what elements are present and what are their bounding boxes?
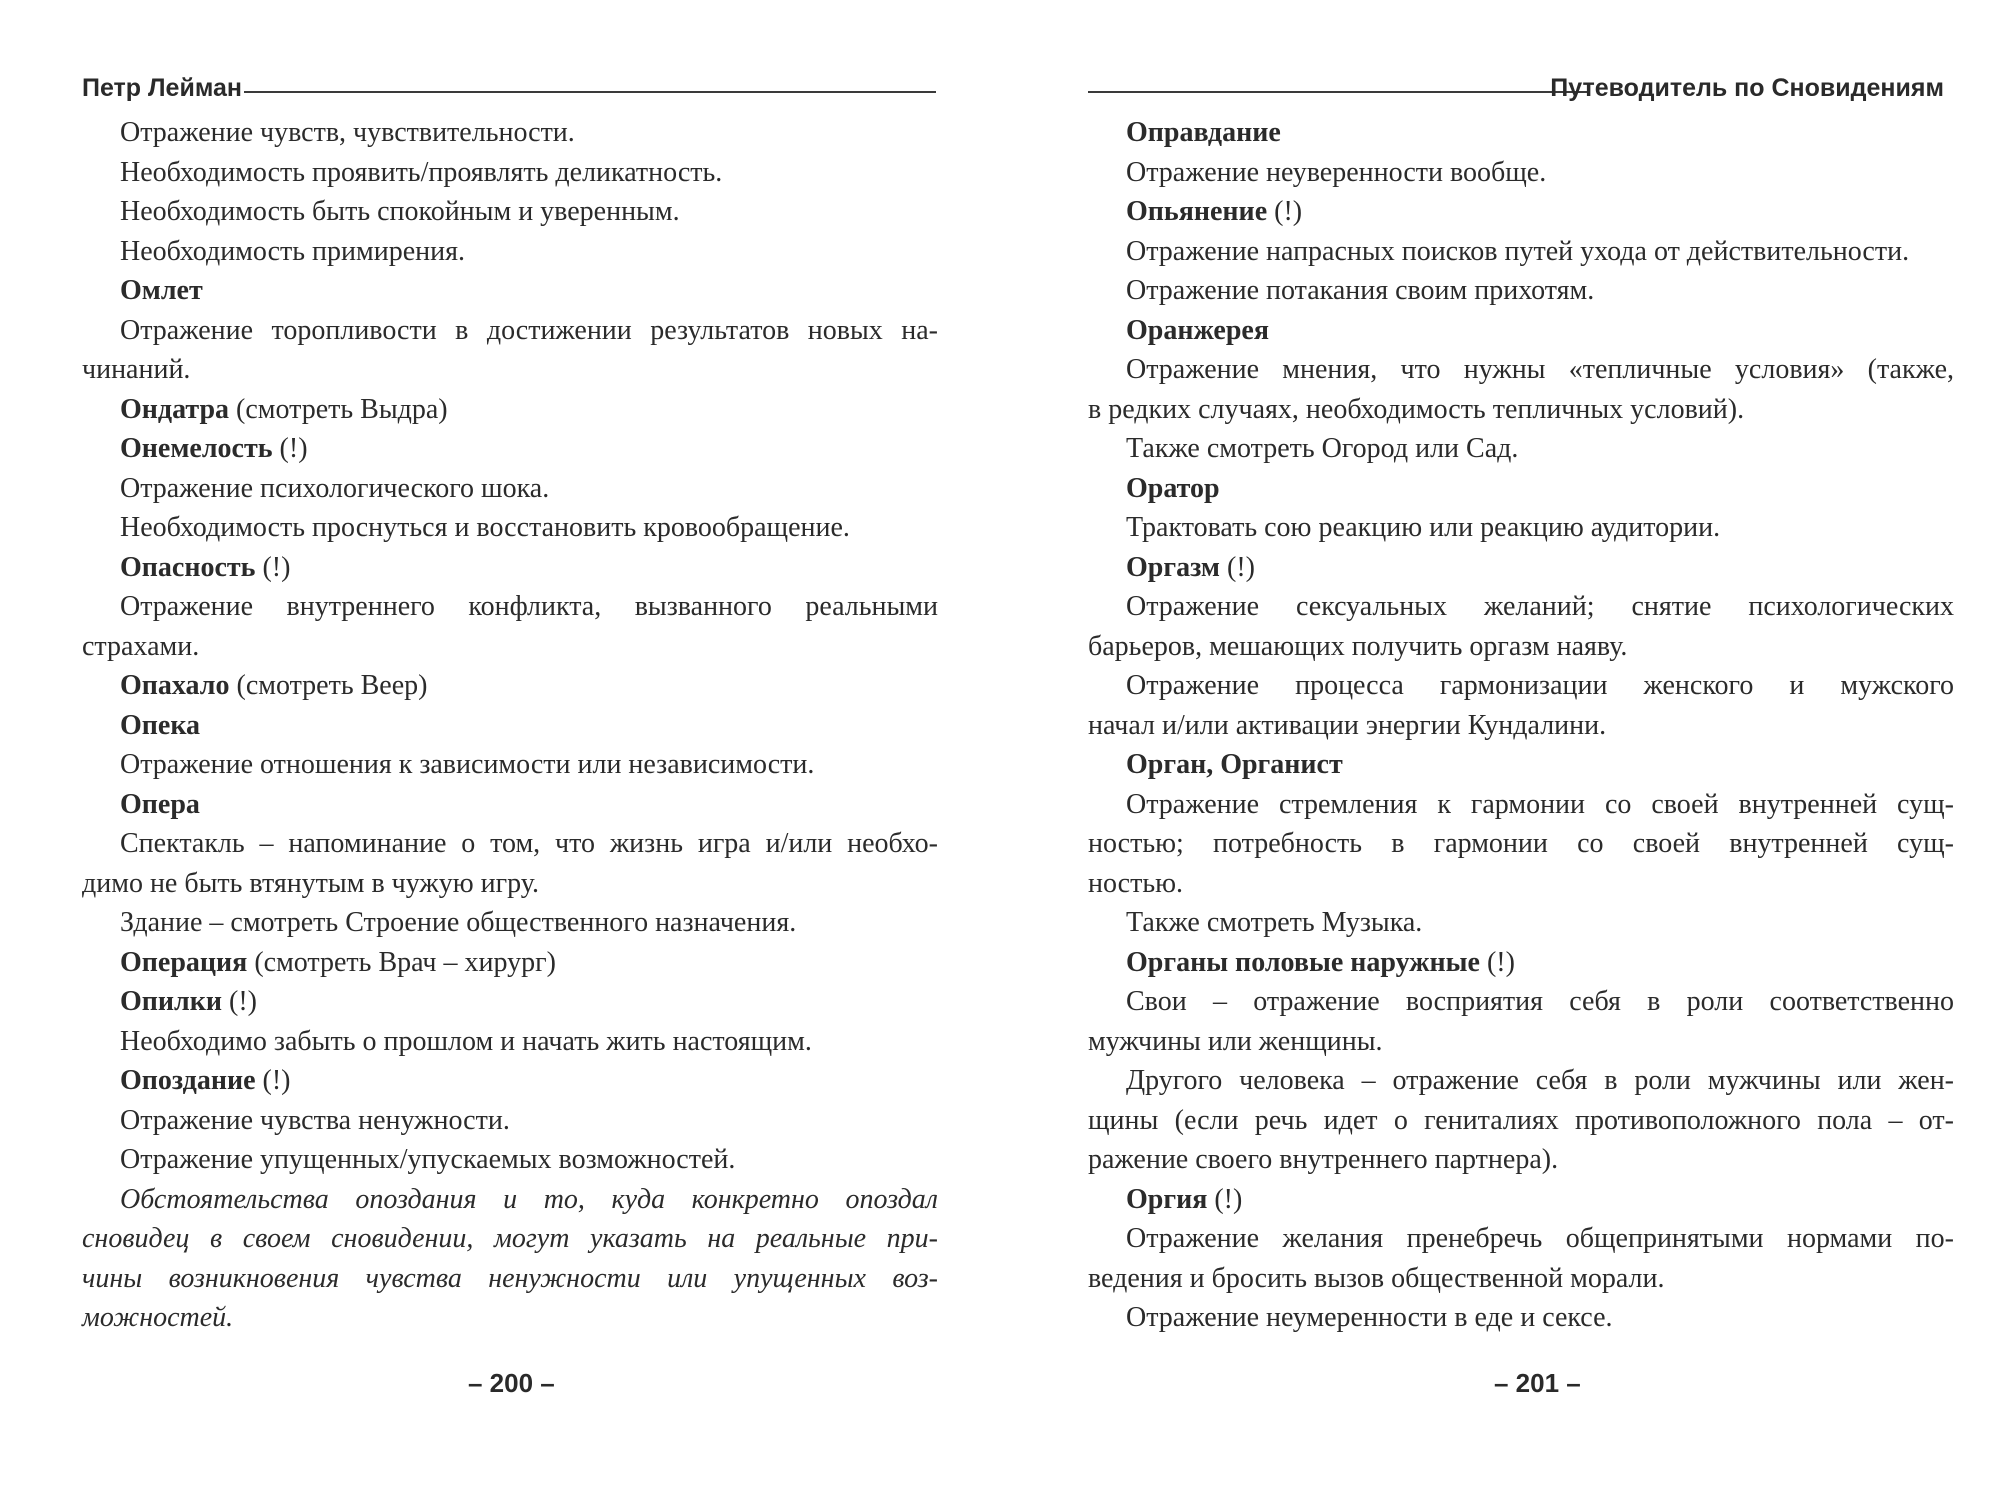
text-line: Отражение торопливости в достижении результатов новых на- [120, 314, 938, 346]
text-line: Спектакль – напоминание о том, что жизнь игра и/или необхо- [120, 828, 938, 859]
entry-heading [1088, 192, 1954, 232]
text-line: Отражение отношения к зависимости или независимости. [120, 749, 815, 780]
right-page [1000, 0, 2000, 1504]
entry-term: Опьянение [1126, 196, 1268, 227]
exclamation-mark: (!) [255, 551, 291, 583]
running-header-title: Путеводитель по Сновидениям [1550, 74, 1944, 102]
entry-term: Онемелость [120, 433, 273, 464]
entry-heading [82, 1061, 938, 1101]
text-line: Отражение чувства ненужности. [120, 1104, 510, 1136]
text-line: Отражение напрасных поисков путей ухода от действительности. [1126, 235, 1910, 267]
entry-heading [82, 390, 938, 430]
entry-heading [82, 666, 938, 706]
cross-reference: (смотреть Врач – хирург) [247, 946, 556, 978]
entry-heading [82, 706, 938, 746]
text-line: Отражение психологического шока. [120, 472, 550, 504]
text-line: Необходимость быть спокойным и уверенным. [120, 196, 680, 227]
text-line: Свои – отражение восприятия себя в роли соответственно [1126, 986, 1954, 1017]
entry-term: Опилки [120, 986, 223, 1017]
text-line: Здание – смотреть Строение общественного назначения. [120, 907, 797, 938]
text-line: Отражение мнения, что нужны «тепличные условия» (также, [1126, 354, 1954, 385]
entry-heading [82, 943, 938, 983]
text-line: ражение своего внутреннего партнера). [1088, 1144, 1559, 1175]
text-line: барьеров, мешающих получить оргазм наяву. [1088, 630, 1628, 662]
entry-heading [1088, 311, 1954, 351]
entry-term: Органы половые наружные [1126, 946, 1480, 978]
text-line: ностью. [1088, 867, 1184, 899]
entry-term: Опахало [120, 670, 230, 701]
entry-term: Оратор [1126, 472, 1220, 504]
text-line: Необходимость примирения. [120, 235, 465, 267]
entry-term: Омлет [120, 275, 203, 306]
text-line: ведения и бросить вызов общественной морали. [1088, 1262, 1665, 1294]
text-line: Отражение чувств, чувствительности. [120, 117, 575, 148]
text-line: Отражение потакания своим прихотям. [1126, 275, 1595, 306]
text-line: щины (если речь идет о гениталиях противоположного пола – от- [1088, 1104, 1954, 1136]
exclamation-mark: (!) [222, 986, 258, 1017]
entry-term: Оргазм [1126, 551, 1220, 583]
entry-term: Опера [120, 788, 200, 820]
text-line: мужчины или женщины. [1088, 1025, 1383, 1057]
right-page-body [1088, 113, 1954, 1338]
entry-heading [1088, 113, 1954, 153]
text-line: Отражение упущенных/упускаемых возможностей. [120, 1144, 736, 1175]
entry-term: Оправдание [1126, 117, 1281, 148]
header-rule [1088, 91, 1588, 93]
text-line: чинаний. [82, 354, 191, 385]
entry-term: Опасность [120, 551, 256, 583]
entry-term: Оранжерея [1126, 314, 1269, 346]
text-line: Отражение желания пренебречь общепринятыми нормами по- [1126, 1223, 1954, 1254]
entry-heading [82, 429, 938, 469]
text-line: Необходимо забыть о прошлом и начать жить настоящим. [120, 1025, 812, 1057]
entry-heading [1088, 469, 1954, 509]
left-page-body [82, 113, 938, 1338]
text-line: страхами. [82, 630, 200, 662]
entry-heading [82, 271, 938, 311]
italic-note-line: сновидец в своем сновидении, могут указать на реальные при- [82, 1223, 938, 1254]
text-line: Необходимость проснуться и восстановить кровообращение. [120, 512, 850, 543]
text-line: Также смотреть Огород или Сад. [1126, 433, 1519, 464]
entry-term: Операция [120, 946, 248, 978]
page-number: – 200 – [468, 1368, 555, 1398]
header-rule [244, 91, 936, 93]
exclamation-mark: (!) [255, 1065, 291, 1096]
entry-heading [82, 982, 938, 1022]
text-line: в редких случаях, необходимость тепличных условий). [1088, 393, 1745, 425]
text-line: Отражение неумеренности в еде и сексе. [1126, 1302, 1613, 1333]
exclamation-mark: (!) [1220, 551, 1255, 583]
text-line: Отражение сексуальных желаний; снятие психологических [1126, 591, 1954, 622]
italic-note-line: Обстоятельства опоздания и то, куда конкретно опоздал [120, 1183, 938, 1215]
text-line: начал и/или активации энергии Кундалини. [1088, 709, 1607, 741]
text-line: Также смотреть Музыка. [1126, 907, 1423, 938]
entry-term: Опека [120, 709, 201, 741]
entry-heading [1088, 1180, 1954, 1220]
cross-reference: (смотреть Веер) [229, 670, 428, 701]
text-line: Трактовать сою реакцию или реакцию аудитории. [1126, 512, 1721, 543]
text-line: Отражение внутреннего конфликта, вызванного реальными [120, 591, 938, 622]
entry-heading [82, 548, 938, 588]
text-line: Отражение неуверенности вообще. [1126, 156, 1547, 188]
page-number: – 201 – [1494, 1368, 1581, 1398]
exclamation-mark: (!) [1267, 196, 1303, 227]
text-line: Отражение процесса гармонизации женского и мужского [1126, 670, 1954, 701]
italic-note-line: чины возникновения чувства ненужности или упущенных воз- [82, 1262, 938, 1294]
exclamation-mark: (!) [272, 433, 308, 464]
italic-note-line: можностей. [82, 1302, 234, 1333]
text-line: димо не быть втянутым в чужую игру. [82, 867, 539, 899]
text-line: Необходимость проявить/проявлять деликатность. [120, 156, 723, 188]
entry-term: Орган, Органист [1126, 749, 1343, 780]
entry-heading [82, 785, 938, 825]
text-line: Другого человека – отражение себя в роли мужчины или жен- [1126, 1065, 1954, 1096]
entry-heading [1088, 745, 1954, 785]
entry-term: Оргия [1126, 1183, 1208, 1215]
cross-reference: (смотреть Выдра) [229, 393, 448, 425]
exclamation-mark: (!) [1207, 1183, 1243, 1215]
entry-term: Опоздание [120, 1065, 256, 1096]
entry-heading [1088, 548, 1954, 588]
text-line: Отражение стремления к гармонии со своей внутренней сущ- [1126, 788, 1954, 820]
text-line: ностью; потребность в гармонии со своей внутренней сущ- [1088, 828, 1954, 859]
exclamation-mark: (!) [1479, 946, 1515, 978]
entry-term: Ондатра [120, 393, 230, 425]
entry-heading [1088, 943, 1954, 983]
running-header-author: Петр Лейман [82, 74, 242, 102]
